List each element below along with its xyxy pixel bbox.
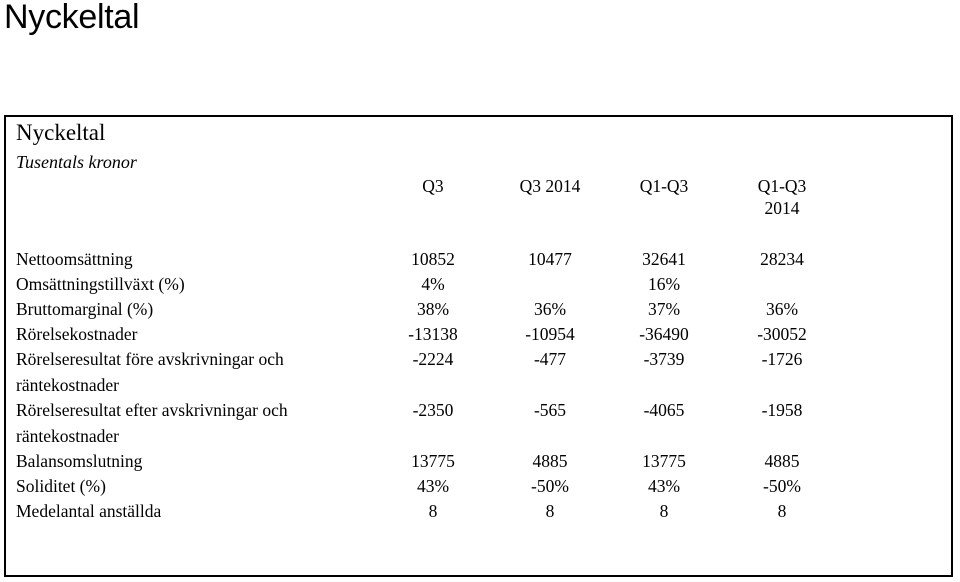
table-cell: -50% <box>531 476 569 496</box>
table-cell: -50% <box>763 476 801 496</box>
table-cell: 8 <box>659 501 669 521</box>
table-cell: 4885 <box>532 451 568 471</box>
row-label: Bruttomarginal (%) <box>16 299 154 319</box>
row-label: Omsättningstillväxt (%) <box>16 274 185 294</box>
table-cell: -1958 <box>761 400 803 420</box>
table-cell: 13775 <box>411 451 455 471</box>
column-header-q3-2014: Q3 2014 <box>519 176 581 196</box>
table-cell: -2350 <box>412 400 454 420</box>
table-cell: -10954 <box>525 324 575 344</box>
row-label: Balansomslutning <box>16 451 143 471</box>
row-label: Rörelseresultat före avskrivningar och <box>16 349 284 369</box>
row-label: Rörelseresultat efter avskrivningar och <box>16 400 288 420</box>
table-cell: -13138 <box>408 324 458 344</box>
row-label: Rörelsekostnader <box>16 324 138 344</box>
table-cell: 8 <box>777 501 787 521</box>
table-cell: 28234 <box>760 249 804 269</box>
table-cell: -1726 <box>761 349 803 369</box>
table-cell: -2224 <box>412 349 454 369</box>
column-header-q1-q3: Q1-Q3 <box>639 176 689 196</box>
table-cell: -3739 <box>643 349 685 369</box>
table-cell: 10477 <box>528 249 572 269</box>
table-cell: 10852 <box>411 249 455 269</box>
column-header-q1-q3-2014: Q1-Q3 2014 <box>757 176 807 218</box>
table-title: Nyckeltal <box>16 120 106 145</box>
table-cell: 37% <box>647 299 681 319</box>
table-cell: -30052 <box>757 324 807 344</box>
table-cell: 8 <box>428 501 438 521</box>
page-title: Nyckeltal <box>4 0 140 36</box>
table-cell: 13775 <box>642 451 686 471</box>
table-cell: -477 <box>533 349 567 369</box>
table-cell: 8 <box>545 501 555 521</box>
table-cell: 36% <box>765 299 799 319</box>
table-cell: 43% <box>416 476 450 496</box>
table-cell: 4885 <box>764 451 800 471</box>
row-label: Nettoomsättning <box>16 249 133 269</box>
table-cell: -36490 <box>639 324 689 344</box>
table-cell: 4% <box>421 274 445 294</box>
table-cell: 32641 <box>642 249 686 269</box>
table-cell: 43% <box>647 476 681 496</box>
column-header-q3: Q3 <box>422 176 444 196</box>
table-cell: 38% <box>416 299 450 319</box>
row-label-continued: räntekostnader <box>16 426 120 446</box>
table-cell: -565 <box>533 400 567 420</box>
table-cell: 36% <box>533 299 567 319</box>
row-label: Medelantal anställda <box>16 501 162 521</box>
row-label-continued: räntekostnader <box>16 375 120 395</box>
table-subtitle: Tusentals kronor <box>16 152 137 172</box>
row-label: Soliditet (%) <box>16 476 106 496</box>
table-cell: -4065 <box>643 400 685 420</box>
key-figures-table <box>4 115 953 577</box>
table-cell: 16% <box>647 274 681 294</box>
